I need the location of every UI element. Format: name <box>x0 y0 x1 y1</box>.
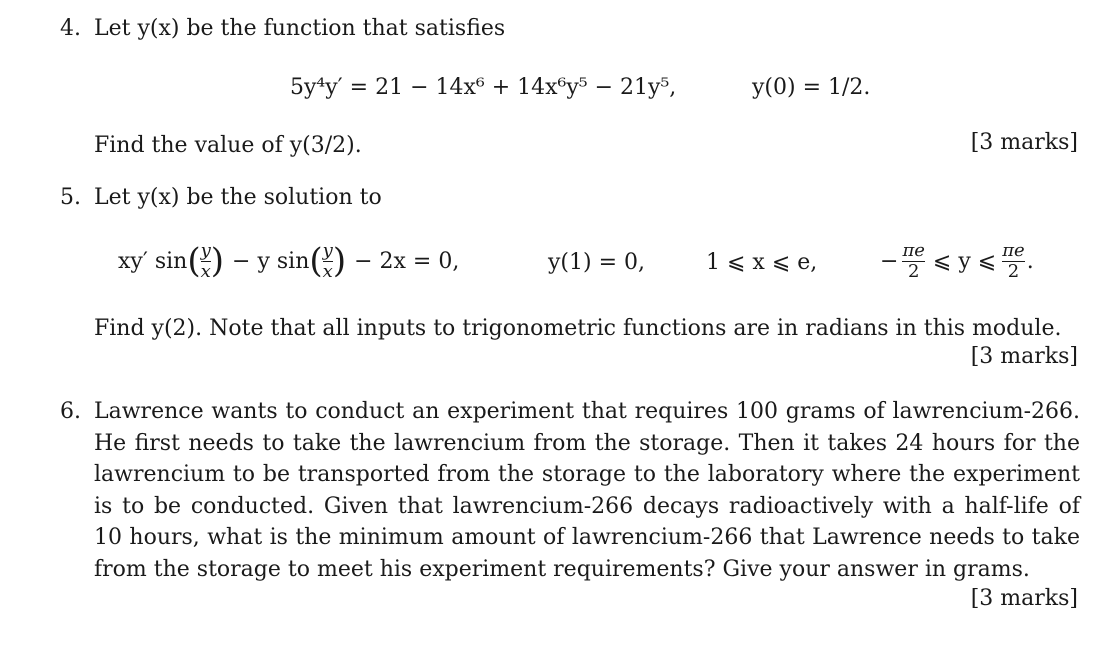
fraction-numerator: y <box>200 239 211 261</box>
fraction-numerator: πe <box>1002 239 1025 261</box>
range-inequality: ⩽ y ⩽ <box>932 248 997 274</box>
fraction-pi-e-over-2 <box>902 241 924 282</box>
question-intro: Let y(x) be the function that satisfies <box>94 16 506 41</box>
marks-label: [3 marks] <box>970 586 1078 611</box>
question-prompt: Find y(2). Note that all inputs to trigonometric functions are in radians in this module. <box>94 316 1062 341</box>
minus-sign: − <box>880 248 899 274</box>
left-paren: ( <box>309 241 323 281</box>
differential-equation: 5y⁴y′ = 21 − 14x⁶ + 14x⁶y⁵ − 21y⁵, <box>290 75 677 100</box>
question-number: 4. <box>60 16 81 41</box>
fraction-denominator: 2 <box>1002 261 1024 282</box>
fraction-pi-e-over-2 <box>1002 241 1024 282</box>
right-paren: ) <box>332 241 347 281</box>
left-paren: ( <box>187 241 201 281</box>
fraction-denominator: 2 <box>902 261 924 282</box>
question-prompt: Find the value of y(3/2). <box>94 133 362 158</box>
range-condition <box>880 236 1034 286</box>
question-intro: Let y(x) be the solution to <box>94 185 382 210</box>
equation-term: − 2x = 0, <box>354 248 460 274</box>
differential-equation <box>118 236 459 286</box>
marks-label: [3 marks] <box>970 130 1078 155</box>
fraction-denominator: x <box>200 260 211 282</box>
initial-condition: y(0) = 1/2. <box>752 75 871 100</box>
fraction-denominator: x <box>322 260 333 282</box>
fraction-y-over-x <box>201 241 211 282</box>
fraction-y-over-x <box>323 241 333 282</box>
marks-label: [3 marks] <box>970 344 1078 369</box>
question-number: 5. <box>60 185 81 210</box>
right-paren: ) <box>210 241 225 281</box>
equation-term: − y sin <box>232 248 310 274</box>
initial-condition: y(1) = 0, <box>548 250 646 275</box>
fraction-numerator: y <box>322 239 333 261</box>
period: . <box>1026 248 1034 274</box>
equation-term: xy′ sin <box>118 248 188 274</box>
question-body: Lawrence wants to conduct an experiment that requires 100 grams of lawrencium-266. He first needs to take the lawrencium from the storage. Then it takes 24 hours for the lawrencium to be transported from the storage to the laboratory where the experiment is to be conducted. Given that lawrencium-266 decays radioactively with a half-life of 10 hours, what is the minimum amount of lawrencium-266 that Lawrence needs to take from the storage to meet his experiment requirements? Give your answer in grams. <box>94 399 1080 582</box>
question-number: 6. <box>60 399 81 424</box>
fraction-numerator: πe <box>902 239 925 261</box>
domain-condition: 1 ⩽ x ⩽ e, <box>706 250 818 275</box>
